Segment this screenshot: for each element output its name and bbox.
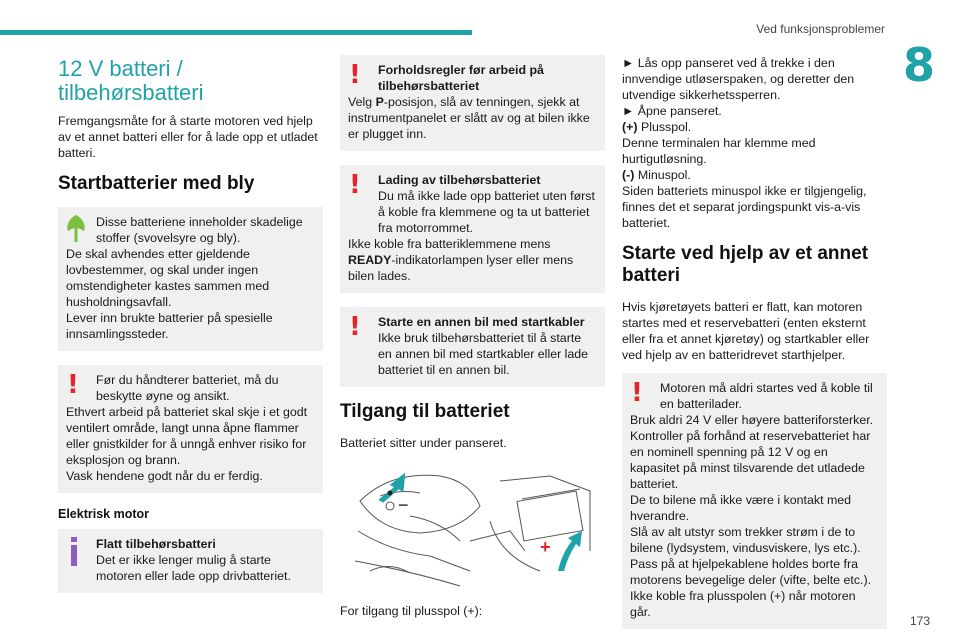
plus-terminal-text: Plusspol. <box>637 120 692 134</box>
warning-exclamation-icon: ! <box>349 170 361 200</box>
charging-text-2-bold: READY <box>348 253 392 267</box>
photo-minus-label: − <box>398 495 409 515</box>
warning-exclamation-icon: ! <box>349 60 361 90</box>
jumpstart-other-text: Ikke bruk tilbehørsbatteriet til å starte en annen bil med startkabler eller lade batteriet til en annen bil. <box>378 331 589 377</box>
precautions-title: Forholdsregler før arbeid på tilbehørsbatteriet <box>378 63 544 93</box>
environment-note-box <box>58 207 323 351</box>
safety-warning-line-2: Ethvert arbeid på batteriet skal skje i et godt ventilert område, langt unna åpne flammer eller gnistkilder for å unngå enhver risiko for eksplosjon og brann. <box>66 405 308 467</box>
plus-terminal-line <box>622 119 887 135</box>
plus-terminal-label: (+) <box>622 120 638 134</box>
info-icon <box>68 537 90 567</box>
info-box-text: Det er ikke lenger mulig å starte motoren eller lade opp drivbatteriet. <box>96 553 291 583</box>
section-heading-jump-start: Starte ved hjelp av et annet batteri <box>622 243 869 286</box>
jumpstart-other-warning-box <box>340 307 605 387</box>
page-title-line-2: tilbehørsbatteri <box>58 80 204 105</box>
warning-exclamation-icon: ! <box>631 378 643 408</box>
column-1 <box>58 55 323 607</box>
precautions-text-bold: P <box>375 95 384 109</box>
minus-terminal-line <box>622 167 887 183</box>
section-heading-battery-access: Tilgang til batteriet <box>340 401 510 422</box>
warning-exclamation-icon: ! <box>349 312 361 342</box>
safety-warning-line-3: Vask hendene godt når du er ferdig. <box>66 469 263 483</box>
jump-warning-line-1: Motoren må aldri startes ved å koble til en batterilader. <box>660 381 873 411</box>
jump-start-warning-box <box>622 373 887 629</box>
photo-plus-label: + <box>540 537 551 557</box>
precautions-text-pre: Velg <box>348 95 376 109</box>
step-unlock-bonnet: ► Lås opp panseret ved å trekke i den innvendige utløserspaken, og deretter den utvendige sikkerhetssperren. <box>622 56 855 102</box>
section-heading-lead-batteries: Startbatterier med bly <box>58 173 255 194</box>
minus-terminal-text: Minuspol. <box>634 168 691 182</box>
charging-text-1: Du må ikke lade opp batteriet uten først å koble fra klemmene og ta ut batteriet fra motorrommet. <box>378 189 595 235</box>
step-open-bonnet: ► Åpne panseret. <box>622 104 722 118</box>
environment-note-line-1: Disse batteriene inneholder skadelige stoffer (svovelsyre og bly). <box>96 215 303 245</box>
column-2 <box>340 55 605 619</box>
column-3 <box>622 55 887 643</box>
jumpstart-other-title: Starte en annen bil med startkabler <box>378 315 585 329</box>
minus-terminal-label: (-) <box>622 168 635 182</box>
jump-warning-line-4: De to bilene må ikke være i kontakt med hverandre. <box>630 493 852 523</box>
precautions-text-post: -posisjon, slå av tenningen, sjekk at instrumentpanelet er slått av og at bilen ikke er plugget inn. <box>348 95 590 141</box>
warning-exclamation-icon: ! <box>67 370 79 400</box>
charging-text-2-pre: Ikke koble fra batteriklemmene mens <box>348 237 551 251</box>
subheading-electric-motor: Elektrisk motor <box>58 507 150 521</box>
info-box-flat-battery <box>58 529 323 593</box>
jump-warning-line-2: Bruk aldri 24 V eller høyere batteriforsterker. <box>630 413 874 427</box>
charging-title: Lading av tilbehørsbatteriet <box>378 173 541 187</box>
safety-warning-box <box>58 365 323 493</box>
chapter-number: 8 <box>903 38 936 92</box>
page-number: 173 <box>909 614 930 628</box>
minus-terminal-desc: Siden batteriets minuspol ikke er tilgjengelig, finnes det et separat jordingspunkt vis-a-vis batteriet. <box>622 184 867 230</box>
jump-warning-line-5: Slå av alt utstyr som trekker strøm i de to bilene (lydsystem, vindusviskere, lys etc.). <box>630 525 861 555</box>
engine-bay-illustration <box>350 461 602 591</box>
precautions-text <box>348 94 597 142</box>
page-title <box>58 57 323 105</box>
charging-text-2-post: -indikatorlampen lyser eller mens bilen lades. <box>348 253 574 283</box>
jump-start-intro: Hvis kjøretøyets batteri er flatt, kan motoren startes med et reservebatteri (enten eksternt eller fra et annet kjøretøy) og startkabler eller ved hjelp av en batteridrevet starthjelper. <box>622 300 870 362</box>
jump-warning-line-3: Kontroller på forhånd at reservebatteriet har en nominell spenning på 12 V og en kapasitet på minst tilsvarende det utladede batteriet. <box>630 429 871 491</box>
jump-warning-line-7: Ikke koble fra plusspolen (+) når motoren går. <box>630 589 856 619</box>
plus-terminal-desc: Denne terminalen har klemme med hurtigutløsning. <box>622 136 816 166</box>
safety-warning-line-1: Før du håndterer batteriet, må du beskytte øyne og ansikt. <box>96 373 279 403</box>
page-title-line-1: 12 V batteri / <box>58 56 183 81</box>
header-accent-bar <box>0 30 472 35</box>
battery-access-text: Batteriet sitter under panseret. <box>340 436 507 450</box>
environment-leaf-icon <box>64 213 86 243</box>
info-box-title: Flatt tilbehørsbatteri <box>96 537 216 551</box>
photo-caption: For tilgang til plusspol (+): <box>340 604 483 618</box>
precautions-warning-box <box>340 55 605 151</box>
intro-paragraph: Fremgangsmåte for å starte motoren ved hjelp av et annet batteri eller for å lade opp et utladet batteri. <box>58 114 318 160</box>
environment-note-line-2: De skal avhendes etter gjeldende lovbestemmer, og skal under ingen omstendigheter kastes sammen med husholdningsavfall. <box>66 247 270 309</box>
header-section-title: Ved funksjonsproblemer <box>756 22 885 36</box>
charging-text-2 <box>348 236 597 284</box>
environment-note-line-3: Lever inn brukte batterier på spesielle innsamlingssteder. <box>66 311 273 341</box>
charging-warning-box <box>340 165 605 293</box>
jump-warning-line-6: Pass på at hjelpekablene holdes borte fra motorens bevegelige deler (vifte, belte etc.). <box>630 557 872 587</box>
